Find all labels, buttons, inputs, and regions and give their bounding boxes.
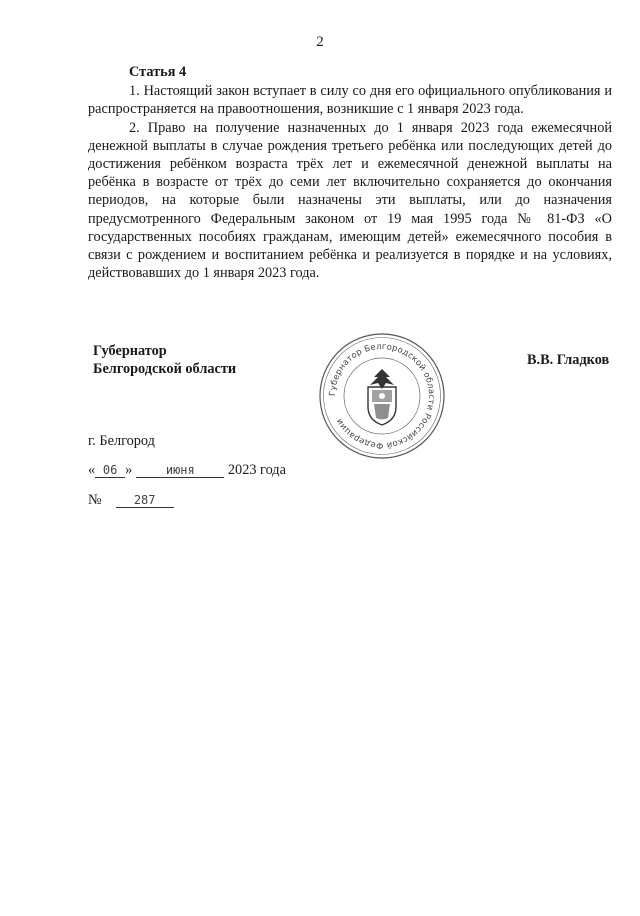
date-day: 06 xyxy=(95,464,125,478)
document-number-line xyxy=(88,492,174,509)
signatory-position-line2: Белгородской области xyxy=(93,361,237,377)
page-number: 2 xyxy=(316,34,324,50)
article-4 xyxy=(88,63,612,282)
article-paragraph-2: 2. Право на получение назначенных до 1 января 2023 года ежемесячной денежной выплаты в случае рождения третьего ребёнка или последующих детей до достижения ребёнком возраста трёх лет и ежемесячной денежной выплаты на ребёнка в возрасте от трёх до семи лет включительно сохраняется до окончания периодов, на которые были назначены эти выплаты, или до назначения предусмотренного Федеральным законом от 19 мая 1995 года № 81-ФЗ «О государственных пособиях гражданам, имеющим детей» ежемесячного пособия в связи с рождением и воспитанием ребёнка и реализуется в порядке и на условиях, действовавших до 1 января 2023 года. xyxy=(88,119,612,282)
date-year: 2023 года xyxy=(227,462,286,478)
city: г. Белгород xyxy=(88,433,155,449)
document-number: 287 xyxy=(116,494,174,508)
signatory-position-line1: Губернатор xyxy=(93,343,167,359)
signatory-name: В.В. Гладков xyxy=(527,352,610,368)
article-title: Статья 4 xyxy=(129,64,187,80)
date-open-quote: « xyxy=(88,462,96,478)
article-paragraph-1: 1. Настоящий закон вступает в силу со дня его официального опубликования и распространяется на правоотношения, возникшие с 1 января 2023 года. xyxy=(88,83,612,118)
date-close-quote: » xyxy=(125,462,133,478)
official-seal xyxy=(318,332,446,460)
date-line xyxy=(88,462,286,479)
date-month: июня xyxy=(136,464,224,478)
signatory-position xyxy=(93,342,236,378)
number-label: № xyxy=(88,492,102,508)
emblem-icon xyxy=(368,369,396,425)
seal-ring-text: Губернатор Белгородской области Российской Федерации xyxy=(326,340,438,452)
